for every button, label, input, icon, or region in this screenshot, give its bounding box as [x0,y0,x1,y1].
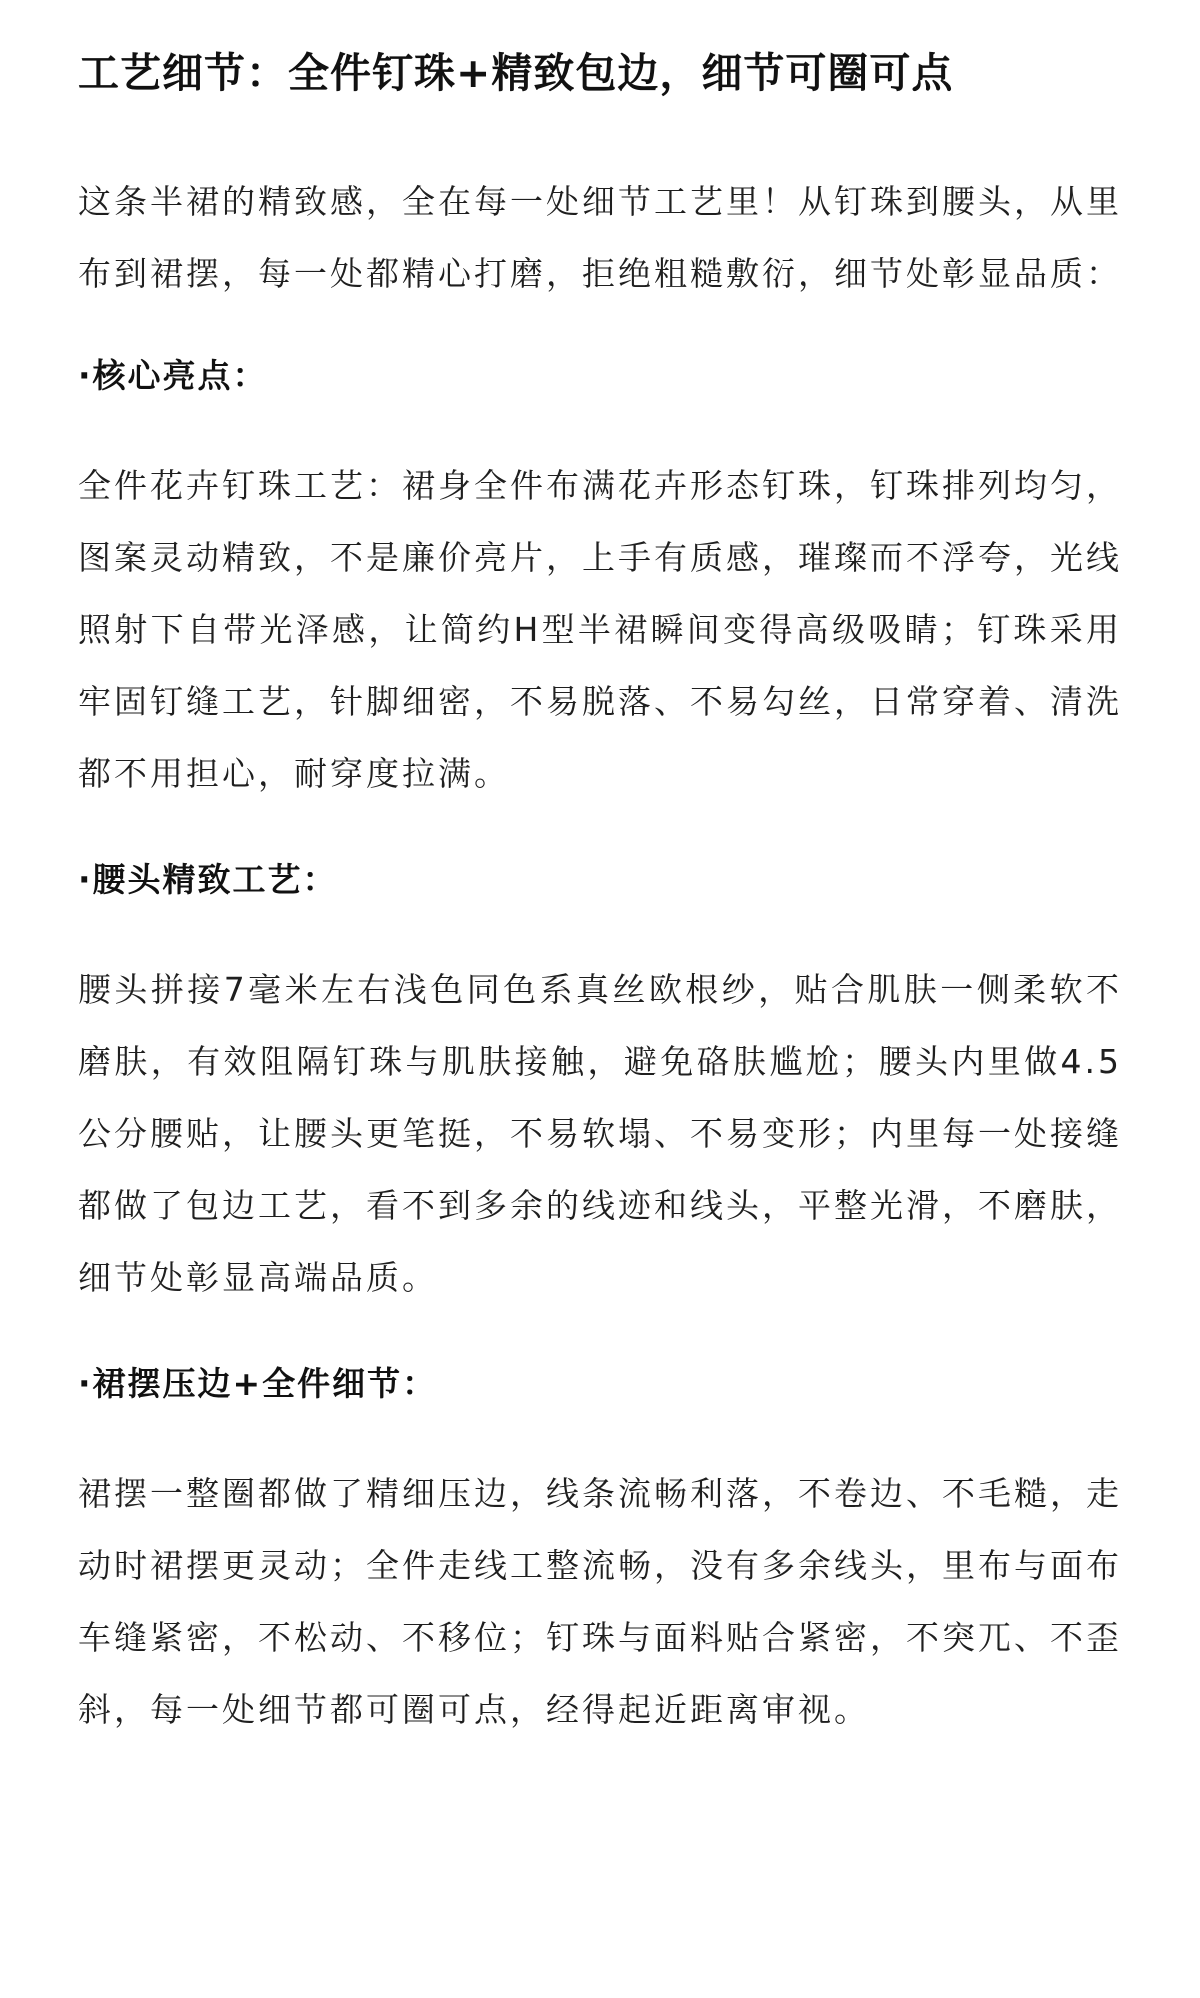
section-heading-waistband: ·腰头精致工艺： [78,860,338,899]
intro-paragraph: 这条半裙的精致感，全在每一处细节工艺里！从钉珠到腰头，从里布到裙摆，每一处都精心打磨，拒绝粗糙敷衍，细节处彰显品质： [78,182,1122,293]
section-body-waistband: 腰头拼接7毫米左右浅色同色系真丝欧根纱，贴合肌肤一侧柔软不磨肤，有效阻隔钉珠与肌肤接触，避免硌肤尴尬；腰头内里做4.5公分腰贴，让腰头更笔挺，不易软塌、不易变形；内里每一处接缝都做了包边工艺，看不到多余的线迹和线头，平整光滑，不磨肤，细节处彰显高端品质。 [78,970,1122,1297]
section-heading-hem-details: ·裙摆压边+全件细节： [78,1364,438,1403]
page-title: 工艺细节：全件钉珠+精致包边，细节可圈可点 [78,49,954,97]
section-heading-core-highlights: ·核心亮点： [78,356,268,395]
section-body-core-highlights: 全件花卉钉珠工艺：裙身全件布满花卉形态钉珠，钉珠排列均匀，图案灵动精致，不是廉价亮片，上手有质感，璀璨而不浮夸，光线照射下自带光泽感，让简约H型半裙瞬间变得高级吸睛；钉珠采用牢固钉缝工艺，针脚细密，不易脱落、不易勾丝，日常穿着、清洗都不用担心，耐穿度拉满。 [78,466,1122,793]
section-body-hem-details: 裙摆一整圈都做了精细压边，线条流畅利落，不卷边、不毛糙，走动时裙摆更灵动；全件走线工整流畅，没有多余线头，里布与面布车缝紧密，不松动、不移位；钉珠与面料贴合紧密，不突兀、不歪斜，每一处细节都可圈可点，经得起近距离审视。 [78,1474,1122,1729]
